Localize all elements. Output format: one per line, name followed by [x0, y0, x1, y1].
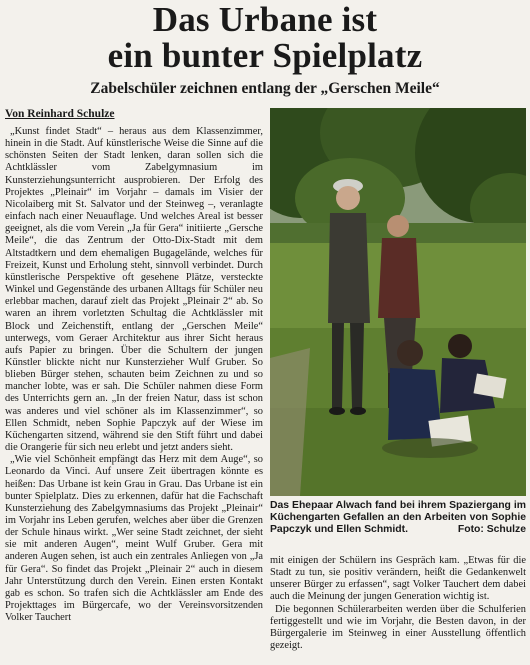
body-paragraph: Die begonnen Schülerarbeiten werden über die Schulferien fertiggestellt und wie im Vorjahr, die Besten davon, in der Bürgergalerie im Steinweg in einer Ausstellung öffentlich gezeigt.	[270, 603, 526, 652]
headline	[0, 2, 530, 74]
subheadline: Zabelschüler zeichnen entlang der „Gerschen Meile“	[90, 80, 440, 97]
body-paragraph: „Wie viel Schönheit empfängt das Herz mit dem Auge“, so Leonardo da Vinci. Auf unsere Zeit übertragen könnte es heißen: Das Urbane ist kein Grau in Grau. Das Urbane ist ein bunter Spielplatz. Dies zu erkennen, dafür hat die Fachschaft Kunsterziehung des Zabelgymnasiums das Projekt „Pleinair“ im Vorjahr ins Leben gerufen, welches aber über die Grenzen der Schule hinaus wirkt. „Wer seine Stadt zeichnet, der sieht sie mit anderen Augen“, meint Wulf Gruber. Gera mit anderen Augen sehen, ist auch ein zentrales Anliegen von „Ja für Gera“. So findet das Projekt „Pleinair 2“ auch in diesem Jahr Unterstützung durch den Verein. Einen ersten Kontakt gab es schon. So trafen sich die Achtklässler am Ende des Projekttages im Bürgercafe, wo der Vereinsvorsitzenden Volker Tauchert	[5, 454, 263, 624]
body-paragraph: mit einigen der Schülern ins Gespräch kam. „Etwas für die Stadt zu tun, sie positiv verändern, heißt die Gedankenwelt unserer Bürger zu erfassen“, sagt Volker Tauchert dem dabei auch die Meinung der jungen Generation wichtig ist.	[270, 555, 526, 603]
byline: Von Reinhard Schulze	[5, 108, 115, 120]
photo-caption	[270, 500, 526, 537]
article-photo	[270, 108, 526, 496]
headline-line-1: Das Urbane ist	[152, 0, 378, 39]
caption-text: Das Ehepaar Alwach fand bei ihrem Spaziergang im Küchengarten Gefallen an den Arbeiten von Sophie Papczyk und Ellen Schmidt.	[270, 500, 526, 536]
headline-line-2: ein bunter Spielplatz	[107, 36, 423, 75]
park-scene-photo	[270, 108, 526, 496]
article-body-left-column	[5, 126, 263, 662]
body-paragraph: „Kunst findet Stadt“ – heraus aus dem Klassenzimmer, hinein in die Stadt. Auf künstlerische Weise die Sinne auf die schönsten Seiten der Stadt lenken, daran sollen sich die Achtklässler vom Zabelgymnasium im Kunsterziehungsunterricht ausprobieren. Der Erfolg des Projektes „Pleinair“ im Vorjahr – damals im Visier der Nicolaiberg mit St. Salvator und der Steinweg –, veranlagte einfach nach einer Neuauflage. Und welches Areal ist besser geeignet, als die vom Verein „Ja für Gera“ initiierte „Gersche Meile“, die das Zentrum der Otto-Dix-Stadt mit dem Altstadtkern und dem ehemaligen Bugagelände, welches für Freizeit, Kunst und Erholung steht, sinnvoll verbindet. Durch künstlerische Perspektive oft gesehene Plätze, versteckte Winkel und Gegenstände des urbanen Alltags für Schüler neu erlebbar machen, darauf zielt das Projekt „Pleinair 2“ ab. So waren an ihrem vorletzten Schultag die Achtklässler mit Block und Zeichenstift, entlang der „Gerschen Meile“ unterwegs, vom Geraer Architektur aus ihrer Sicht heraus aufs Papier zu bringen. Über die Schultern der jungen Künstler blickte nicht nur Kunsterzieher Wulf Gruber. So blieben Bürger stehen, schauten beim Zeichnen zu und so mancher lobte, was er sah. Die Schüler nahmen diese Form des Unterrichts gern an. „In der freien Natur, dass ist schon was anderes und viel schöner als im Klassenzimmer“, so Ellen Schmidt, neben Sophie Papczyk auf der Wiese im Küchengarten sitzend, während sie den Stift führt und dabei die Orangerie für sich neu erlebt und jetzt anders sieht.	[5, 126, 263, 454]
photo-credit: Foto: Schulze	[457, 524, 526, 536]
article-body-right-column	[270, 555, 526, 663]
